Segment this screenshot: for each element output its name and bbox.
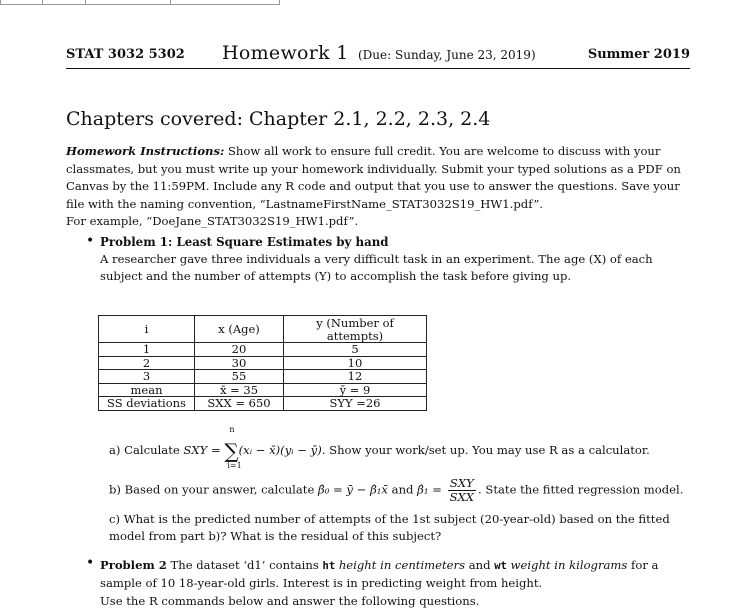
bullet-problem1: • [86, 233, 95, 249]
sigma-symbol: ∑ n i=1 [224, 425, 242, 470]
qb-and: and [387, 482, 418, 497]
table-cell: 10 [284, 356, 427, 370]
instructions-example: For example, “DoeJane_STAT3032S19_HW1.pdf”. [66, 214, 359, 228]
problem2-title: Problem 2 [100, 558, 167, 572]
table-row-mean [99, 383, 427, 397]
table-cell: 55 [195, 370, 284, 384]
problem2-t1: The dataset ‘d1’ contains [166, 558, 323, 572]
table-header-row [99, 316, 427, 343]
sum-upper: n [229, 425, 235, 434]
fraction-denominator: SXX [449, 490, 475, 504]
table-row [99, 343, 427, 357]
qa-lhs: SXY [183, 443, 208, 457]
data-table [98, 315, 427, 411]
instructions [66, 143, 692, 231]
qa-prefix: a) Calculate [109, 443, 184, 457]
page-header [66, 42, 690, 66]
table-cell: SYY =26 [284, 397, 427, 411]
table-cell: SS deviations [99, 397, 195, 411]
top-border [0, 0, 280, 5]
question-a [109, 425, 650, 470]
ht-description: height in centimeters [335, 558, 466, 572]
problem2-use-r: Use the R commands below and answer the following questions. [100, 594, 480, 608]
table-row [99, 370, 427, 384]
fraction-numerator: SXY [448, 477, 476, 491]
code-ht: ht [322, 560, 336, 572]
problem1-description: A researcher gave three individuals a very difficult task in an experiment. The age (X) of each subject and the number of attempts (Y) to accomplish the task before giving up. [100, 252, 653, 283]
wt-description: weight in kilograms [506, 558, 628, 572]
table-cell: 20 [195, 343, 284, 357]
problem1-title: Problem 1: Least Square Estimates by hand [100, 235, 389, 249]
chapters-heading: Chapters covered: Chapter 2.1, 2.2, 2.3, 2.4 [66, 108, 491, 130]
beta1-formula: β̂₁ = [417, 482, 446, 497]
beta0-formula: β̂₀ = ȳ − β̂₁x̄ [318, 482, 388, 497]
table-cell: 5 [284, 343, 427, 357]
table-cell: 2 [99, 356, 195, 370]
sxy-sxx-fraction [448, 477, 476, 504]
table-cell: ȳ = 9 [284, 383, 427, 397]
table-cell: x̄ = 35 [195, 383, 284, 397]
bullet-problem2: • [86, 555, 95, 571]
table-cell: 30 [195, 356, 284, 370]
course-code: STAT 3032 5302 [66, 47, 185, 62]
table-cell: 1 [99, 343, 195, 357]
instructions-text: Show all work to ensure full credit. You are welcome to discuss with your classmates, but you must write up your homework individually. Submit your typed solutions as a PDF on Canvas by the 11:59PM. Include any R code and output that you use to answer the questions. Save your file with the naming convention, “LastnameFirstName_STAT3032S19_HW1.pdf”. [66, 144, 681, 211]
table-row-ss [99, 397, 427, 411]
table-cell: SXX = 650 [195, 397, 284, 411]
term: Summer 2019 [587, 47, 690, 62]
col-header-i: i [99, 316, 195, 343]
table-cell: 12 [284, 370, 427, 384]
table-cell: mean [99, 383, 195, 397]
problem2-t2: and [465, 558, 495, 572]
col-header-y: y (Number of attempts) [284, 316, 427, 343]
header-rule [66, 68, 690, 69]
qa-term: (xᵢ − x̄)(yᵢ − ȳ) [238, 443, 322, 457]
table-row [99, 356, 427, 370]
qb-suffix: . State the fitted regression model. [478, 482, 684, 497]
problem2-t3: for a sample of 10 18-year-old girls. Interest is in predicting weight from height. [100, 558, 659, 590]
qb-prefix: b) Based on your answer, calculate [109, 482, 318, 497]
question-c: c) What is the predicted number of attempts of the 1st subject (20-year-old) based on the fitted model from part b)? What is the residual of this subject? [109, 512, 670, 543]
code-wt: wt [494, 560, 507, 572]
problem2-text [100, 557, 692, 592]
qa-eq: = [207, 443, 225, 457]
table-cell: 3 [99, 370, 195, 384]
homework-title: Homework 1 [222, 42, 349, 64]
sum-lower: i=1 [227, 461, 242, 470]
instructions-label: Homework Instructions: [66, 144, 225, 158]
qa-suffix: . Show your work/set up. You may use R as a calculator. [321, 443, 650, 457]
question-b [109, 477, 709, 504]
due-date: (Due: Sunday, June 23, 2019) [358, 48, 536, 62]
col-header-x: x (Age) [195, 316, 284, 343]
